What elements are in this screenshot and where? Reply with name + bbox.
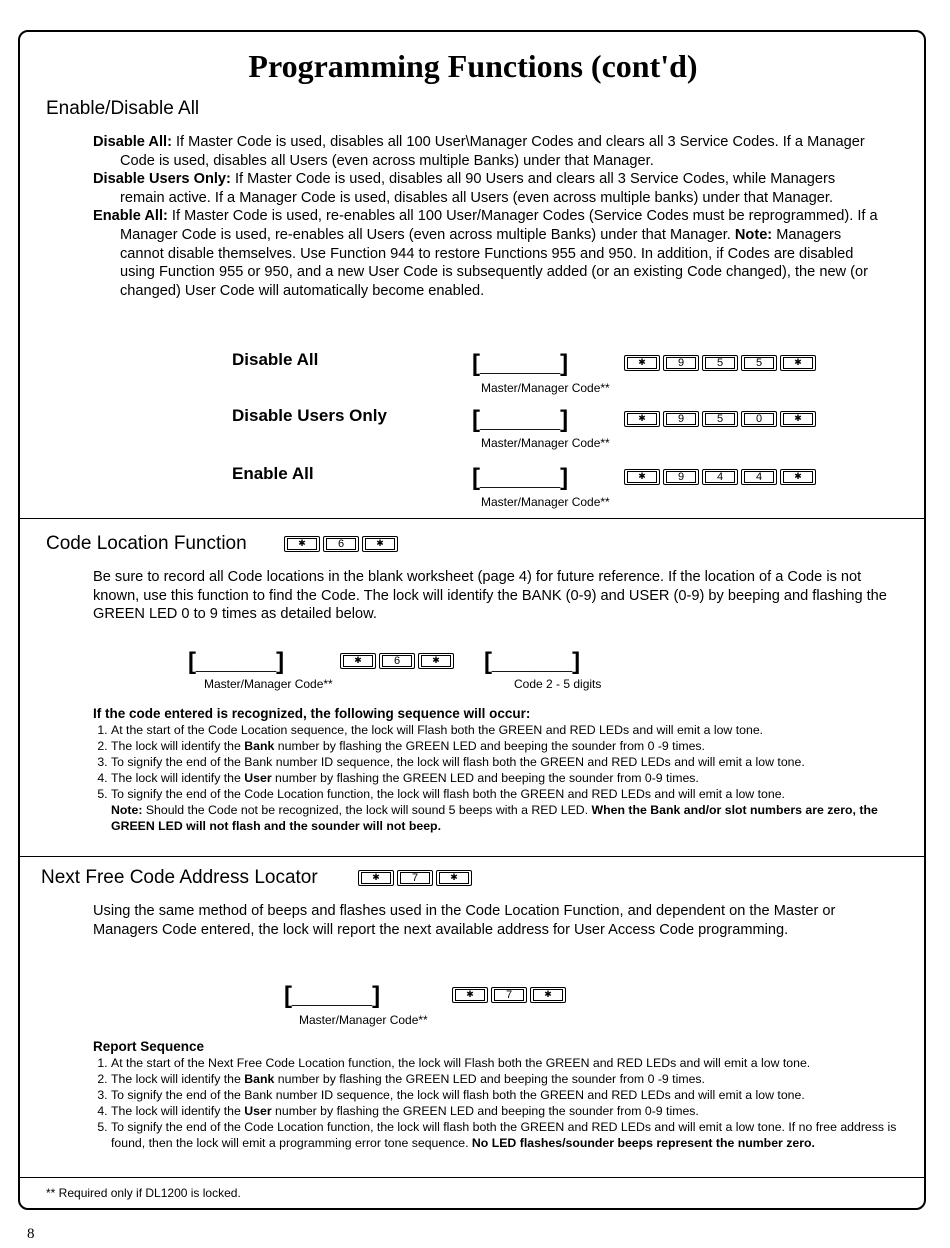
key-symbol	[627, 357, 657, 369]
key-symbol	[361, 872, 391, 884]
code-location-sequence	[93, 706, 903, 834]
star-key-icon	[624, 355, 660, 371]
key-symbol	[533, 989, 563, 1001]
star-key-icon	[780, 411, 816, 427]
keypad-key	[741, 469, 777, 485]
sequence-heading: Report Sequence	[93, 1039, 205, 1054]
code-caption: Master/Manager Code**	[481, 436, 610, 450]
list-item: 2. The lock will identify the Bank number by flashing the GREEN LED and beeping the sounder from 0 -9 times.	[111, 1071, 903, 1087]
keys-next-free-heading	[358, 870, 472, 886]
code-location-body: Be sure to record all Code locations in the blank worksheet (page 4) for future reference. If the location of a Code is not known, use this function to find the Code. The lock will identify the BANK (0-9) and USER (0-9) by beeping and flashing the GREEN LED 0 to 9 times as detailed below.	[93, 569, 887, 623]
page-number: 8	[27, 1226, 35, 1242]
key-label: 4	[705, 471, 735, 483]
star-key-icon	[358, 870, 394, 886]
key-symbol	[455, 989, 485, 1001]
code-caption: Master/Manager Code**	[299, 1013, 428, 1027]
code-caption: Master/Manager Code**	[204, 677, 333, 691]
keys-code-location-heading	[284, 536, 398, 552]
key-symbol	[627, 413, 657, 425]
keys-code-location	[340, 653, 454, 669]
asterisk-icon: ✱	[466, 989, 474, 1000]
next-free-body: Using the same method of beeps and flashes used in the Code Location Function, and dependent on the Master or Managers Code entered, the lock will report the next available address for User Access Code programming.	[93, 903, 836, 938]
list-item: 5. To signify the end of the Code Location function, the lock will flash both the GREEN and RED LEDs and will emit a low tone. If no free address is found, then the lock will emit a programming error tone sequence. No LED flashes/sounder beeps represent the number zero.	[111, 1119, 903, 1151]
keypad-key	[702, 469, 738, 485]
disable-users-desc: Disable Users Only: If Master Code is used, disables all 90 Users and clears all 3 Service Codes, while Managers remain active. If a Manager Code is used, disables all Users (even across multiple banks) under that Manager.	[93, 171, 836, 206]
star-key-icon	[362, 536, 398, 552]
key-symbol	[627, 471, 657, 483]
asterisk-icon: ✱	[638, 471, 646, 482]
list-item: 3. To signify the end of the Bank number ID sequence, the lock will flash both the GREEN and RED LEDs and will emit a low tone.	[111, 754, 903, 770]
keypad-key	[323, 536, 359, 552]
asterisk-icon: ✱	[376, 538, 384, 549]
cmd-label-disable-users: Disable Users Only	[232, 406, 387, 425]
enable-all-desc: Enable All: If Master Code is used, re-enables all 100 User/Manager Codes (Service Codes must be reprogrammed). If a Manager Code is used, re-enables all Users (even across multiple Banks) under that Manager. Note: Managers cannot disable themselves. Use Function 944 to restore Functions 955 and 950. In addition, if Codes are disabled using Function 955 or 950, and a new User Code is subsequently added (or an existing Code changed), the new (or changed) User Code will automatically become enabled.	[93, 208, 878, 299]
star-key-icon	[340, 653, 376, 669]
list-item: 3. To signify the end of the Bank number ID sequence, the lock will flash both the GREEN and RED LEDs and will emit a low tone.	[111, 1087, 903, 1103]
asterisk-icon: ✱	[638, 413, 646, 424]
code-entry-bracket: [______]	[472, 464, 569, 491]
code-entry-bracket: [______]	[484, 648, 581, 675]
star-key-icon	[452, 987, 488, 1003]
asterisk-icon: ✱	[794, 413, 802, 424]
key-label: 6	[382, 655, 412, 667]
key-label: 5	[705, 413, 735, 425]
keys-enable-all	[624, 469, 816, 485]
footnote: ** Required only if DL1200 is locked.	[46, 1186, 241, 1200]
key-label: 5	[705, 357, 735, 369]
list-item: 4. The lock will identify the User number by flashing the GREEN LED and beeping the sounder from 0-9 times.	[111, 770, 903, 786]
next-free-heading: Next Free Code Address Locator	[41, 867, 318, 888]
key-symbol	[343, 655, 373, 667]
keypad-key	[663, 355, 699, 371]
list-item: 5. To signify the end of the Code Location function, the lock will flash both the GREEN and RED LEDs and will emit a low tone. Note: Should the Code not be recognized, the lock will sound 5 beeps with a RED LED. When the Bank and/or slot numbers are zero, the GREEN LED will not flash and the sounder will not beep.	[111, 786, 903, 834]
star-key-icon	[780, 469, 816, 485]
code-entry-bracket: [______]	[472, 350, 569, 377]
asterisk-icon: ✱	[794, 357, 802, 368]
keypad-key	[702, 355, 738, 371]
keys-disable-all	[624, 355, 816, 371]
list-item: 1. At the start of the Next Free Code Location function, the lock will Flash both the GREEN and RED LEDs and will emit a low tone.	[111, 1055, 903, 1071]
key-symbol	[783, 357, 813, 369]
disable-all-desc: Disable All: If Master Code is used, disables all 100 User\Manager Codes and clears all 3 Service Codes. If a Manager Code is used, disables all Users (even across multiple Banks) under that Manager.	[93, 134, 865, 169]
asterisk-icon: ✱	[450, 872, 458, 883]
asterisk-icon: ✱	[298, 538, 306, 549]
code-location-heading: Code Location Function	[46, 533, 247, 554]
star-key-icon	[624, 469, 660, 485]
asterisk-icon: ✱	[544, 989, 552, 1000]
keypad-key	[397, 870, 433, 886]
report-sequence	[93, 1039, 903, 1151]
keypad-key	[702, 411, 738, 427]
sequence-heading: If the code entered is recognized, the following sequence will occur:	[93, 706, 531, 721]
key-symbol	[439, 872, 469, 884]
key-label: 9	[666, 471, 696, 483]
enable-disable-text	[93, 133, 883, 300]
asterisk-icon: ✱	[354, 655, 362, 666]
enable-disable-heading: Enable/Disable All	[46, 98, 200, 119]
key-label: 7	[494, 989, 524, 1001]
code-caption: Master/Manager Code**	[481, 495, 610, 509]
key-symbol	[783, 471, 813, 483]
key-label: 9	[666, 413, 696, 425]
list-item: 4. The lock will identify the User number by flashing the GREEN LED and beeping the sounder from 0-9 times.	[111, 1103, 903, 1119]
key-label: 4	[744, 471, 774, 483]
code-caption: Code 2 - 5 digits	[514, 677, 602, 691]
page-title: Programming Functions (cont'd)	[248, 48, 698, 84]
keypad-key	[379, 653, 415, 669]
cmd-label-disable-all: Disable All	[232, 350, 319, 369]
key-symbol	[287, 538, 317, 550]
cmd-label-enable-all: Enable All	[232, 464, 314, 483]
code-entry-bracket: [______]	[472, 406, 569, 433]
asterisk-icon: ✱	[372, 872, 380, 883]
section-divider	[18, 518, 926, 519]
key-symbol	[421, 655, 451, 667]
asterisk-icon: ✱	[638, 357, 646, 368]
code-entry-bracket: [______]	[284, 982, 381, 1009]
star-key-icon	[780, 355, 816, 371]
key-label: 6	[326, 538, 356, 550]
key-label: 7	[400, 872, 430, 884]
section-divider	[18, 856, 926, 857]
key-label: 5	[744, 357, 774, 369]
keypad-key	[663, 411, 699, 427]
asterisk-icon: ✱	[432, 655, 440, 666]
star-key-icon	[624, 411, 660, 427]
key-label: 9	[666, 357, 696, 369]
key-symbol	[783, 413, 813, 425]
star-key-icon	[284, 536, 320, 552]
key-label: 0	[744, 413, 774, 425]
keypad-key	[741, 355, 777, 371]
section-divider	[18, 1177, 926, 1178]
star-key-icon	[530, 987, 566, 1003]
code-caption: Master/Manager Code**	[481, 381, 610, 395]
asterisk-icon: ✱	[794, 471, 802, 482]
keypad-key	[491, 987, 527, 1003]
star-key-icon	[436, 870, 472, 886]
keypad-key	[663, 469, 699, 485]
keys-next-free	[452, 987, 566, 1003]
star-key-icon	[418, 653, 454, 669]
code-entry-bracket: [______]	[188, 648, 285, 675]
list-item: 2. The lock will identify the Bank number by flashing the GREEN LED and beeping the sounder from 0 -9 times.	[111, 738, 903, 754]
list-item: 1. At the start of the Code Location sequence, the lock will Flash both the GREEN and RED LEDs and will emit a low tone.	[111, 722, 903, 738]
keys-disable-users	[624, 411, 816, 427]
key-symbol	[365, 538, 395, 550]
keypad-key	[741, 411, 777, 427]
